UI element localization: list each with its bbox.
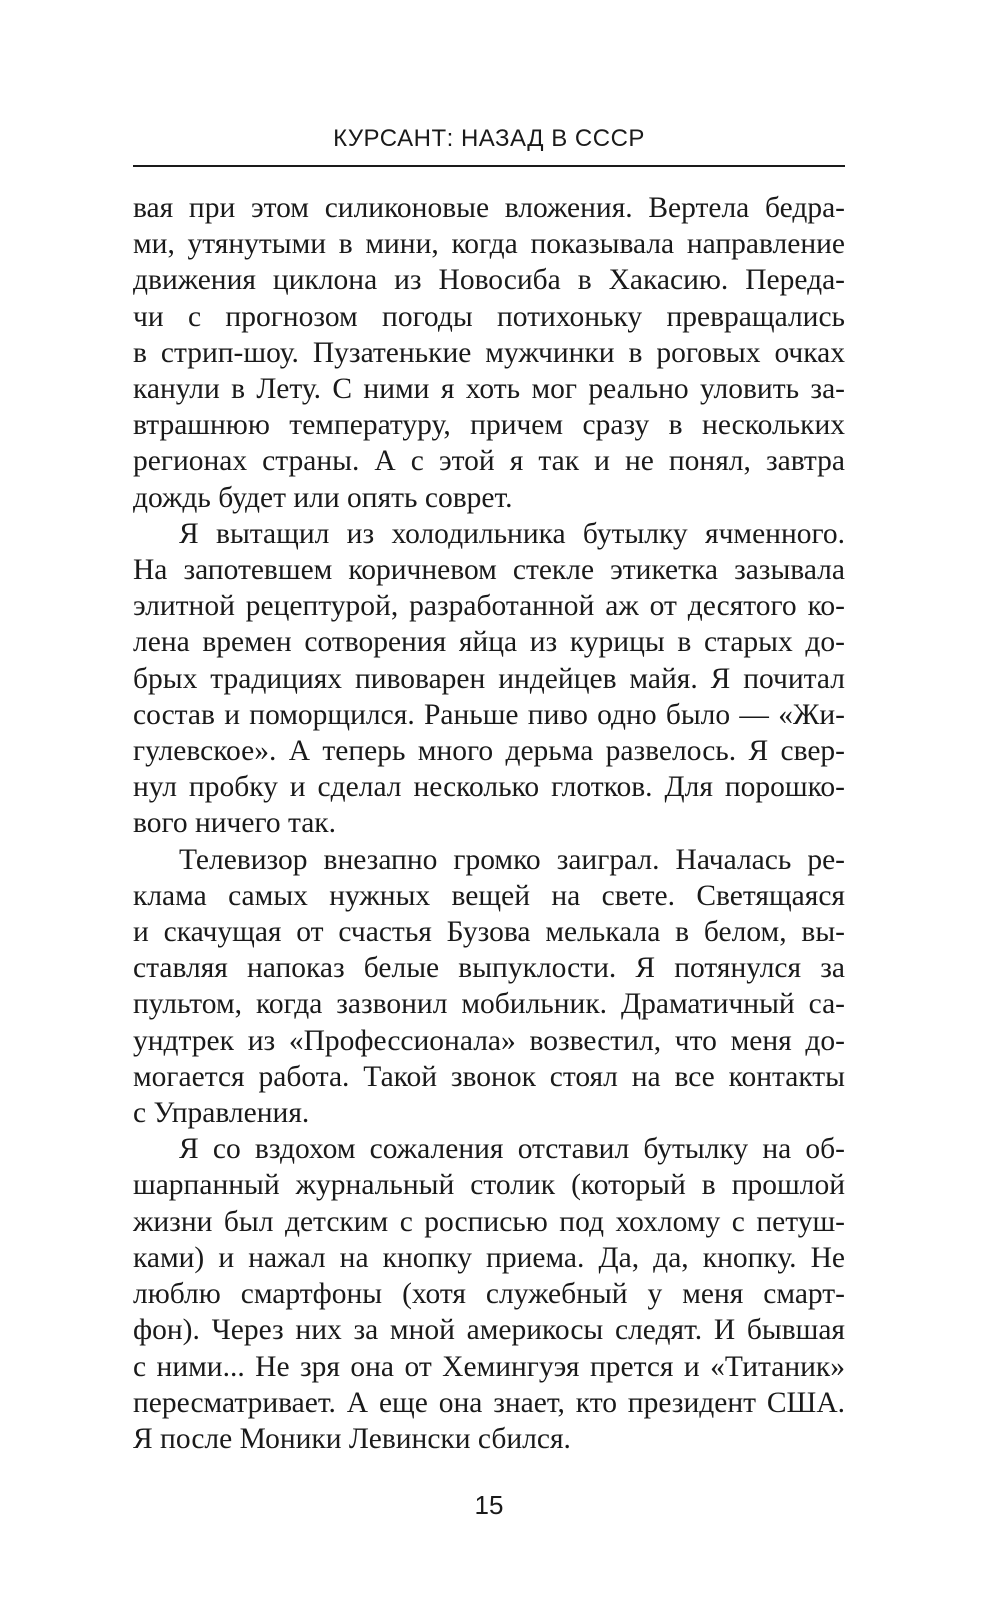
text-line: люблю смартфоны (хотя служебный у меня смарт- [133, 1278, 845, 1311]
text-line: жизни был детским с росписью под хохлому с петуш- [133, 1205, 845, 1238]
text-line: гулевское». А теперь много дерьма развелось. Я свер- [133, 735, 845, 768]
text-line: дождь будет или опять соврет. [133, 481, 513, 514]
text-line: клама самых нужных вещей на свете. Светящаяся [133, 879, 845, 912]
text-line: регионах страны. А с этой я так и не понял, завтра [133, 445, 845, 478]
text-line: пересматривает. А еще она знает, кто президент США. [133, 1386, 845, 1419]
text-line: в стрип-шоу. Пузатенькие мужчинки в роговых очках [133, 336, 845, 369]
text-line: фон). Через них за мной америкосы следят. И бывшая [133, 1314, 845, 1347]
text-line: Телевизор внезапно громко заиграл. Началась ре- [179, 843, 845, 876]
text-line: вая при этом силиконовые вложения. Вертела бедра- [133, 192, 845, 224]
page-number: 15 [474, 1490, 504, 1520]
text-line: ставляя напоказ белые выпуклости. Я потянулся за [133, 952, 845, 985]
header-rule [133, 165, 845, 167]
text-line: Я вытащил из холодильника бутылку ячменного. [179, 517, 845, 550]
text-line: нул пробку и сделал несколько глотков. Для порошко- [133, 771, 845, 804]
text-line: ми, утянутыми в мини, когда показывала направление [133, 228, 845, 261]
text-line: ундтрек из «Профессионала» возвестил, что меня до- [133, 1024, 845, 1057]
text-line: и скачущая от счастья Бузова мелькала в белом, вы- [133, 916, 845, 949]
text-line: с ними... Не зря она от Хемингуэя прется и «Титаник» [133, 1350, 845, 1383]
text-line: чи с прогнозом погоды потихоньку превращались [133, 300, 845, 333]
body-text [133, 190, 845, 1457]
text-line: с Управления. [133, 1097, 310, 1130]
text-line: пультом, когда зазвонил мобильник. Драматичный са- [133, 988, 845, 1021]
text-line: состав и поморщился. Раньше пиво одно было — «Жи- [133, 698, 845, 731]
text-line: могается работа. Такой звонок стоял на все контакты [133, 1060, 845, 1093]
text-line: движения циклона из Новосиба в Хакасию. Переда- [133, 264, 845, 297]
text-line: шарпанный журнальный столик (который в прошлой [133, 1169, 845, 1202]
running-title: КУРСАНТ: НАЗАД В СССР [333, 125, 645, 152]
text-line: брых традициях пивоварен индейцев майя. Я почитал [133, 662, 845, 695]
text-line: втрашнюю температуру, причем сразу в нескольких [133, 409, 845, 442]
text-line: Я после Моники Левински сбился. [133, 1422, 571, 1455]
text-line: вого ничего так. [133, 807, 337, 840]
text-line: канули в Лету. С ними я хоть мог реально уловить за- [133, 373, 845, 406]
text-line: ками) и нажал на кнопку приема. Да, да, кнопку. Не [133, 1241, 845, 1274]
text-line: На запотевшем коричневом стекле этикетка зазывала [133, 554, 845, 587]
text-line: элитной рецептурой, разработанной аж от десятого ко- [133, 590, 845, 623]
text-line: Я со вздохом сожаления отставил бутылку на об- [179, 1133, 845, 1166]
text-line: лена времен сотворения яйца из курицы в старых до- [133, 626, 845, 659]
